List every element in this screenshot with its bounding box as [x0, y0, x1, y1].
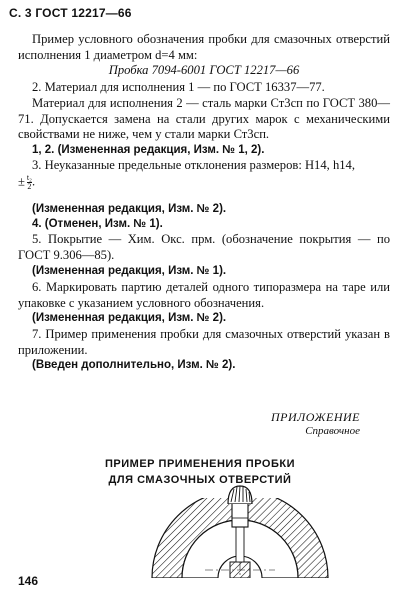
tolerance-formula: [18, 174, 390, 198]
tolerances-item-3: 3. Неуказанные предельные отклонения размеров: H14, h14,: [32, 158, 355, 172]
marking-item-6: 6. Маркировать партию деталей одного типоразмера на таре или упаковке с указанием условного обозначения.: [18, 280, 390, 310]
revision-note-3: (Измененная редакция, Изм. № 1).: [32, 265, 227, 277]
plug-head-icon: [224, 484, 256, 504]
material-item-2: 2. Материал для исполнения 1 — по ГОСТ 16337—77.: [32, 80, 325, 94]
item-4-cancelled: 4. (Отменен, Изм. № 1).: [32, 218, 163, 230]
example-item-7: 7. Пример применения пробки для смазочных отверстий указан в приложении.: [18, 327, 390, 357]
example-title-line-1: ПРИМЕР ПРИМЕНЕНИЯ ПРОБКИ: [105, 458, 295, 470]
fraction-numerator: t₂: [26, 173, 32, 182]
plug-application-drawing: [150, 498, 330, 578]
page-header: С. 3 ГОСТ 12217—66: [9, 6, 132, 20]
oil-channel: [236, 526, 244, 562]
formula-end: .: [31, 174, 36, 189]
material-item-2-note: Материал для исполнения 2 — сталь марки Ст3сп по ГОСТ 380—71. Допускается замена на стали других марок с механическими свойствами не ниже, чем у стали марки Ст3сп.: [18, 96, 390, 141]
appendix-title: ПРИЛОЖЕНИЕ: [271, 410, 360, 424]
revision-note-4: (Измененная редакция, Изм. № 2).: [32, 312, 227, 324]
designation-example-code: Пробка 7094-6001 ГОСТ 12217—66: [108, 63, 300, 77]
revision-note-1: 1, 2. (Измененная редакция, Изм. № 1, 2).: [32, 144, 265, 156]
example-title-line-2: ДЛЯ СМАЗОЧНЫХ ОТВЕРСТИЙ: [108, 474, 292, 486]
designation-example-text: Пример условного обозначения пробки для смазочных отверстий исполнения 1 диаметром d=4 мм:: [18, 32, 390, 62]
page-number: 146: [18, 574, 39, 588]
fraction-denominator: 2: [27, 182, 32, 191]
appendix-subtitle: Справочное: [305, 425, 360, 437]
coating-item-5: 5. Покрытие — Хим. Окс. прм. (обозначение покрытия — по ГОСТ 9.306—85).: [18, 232, 390, 262]
revision-note-2: (Измененная редакция, Изм. № 2).: [32, 203, 227, 215]
revision-note-5: (Введен дополнительно, Изм. № 2).: [32, 359, 236, 371]
plus-minus-sign: ±: [18, 174, 25, 189]
